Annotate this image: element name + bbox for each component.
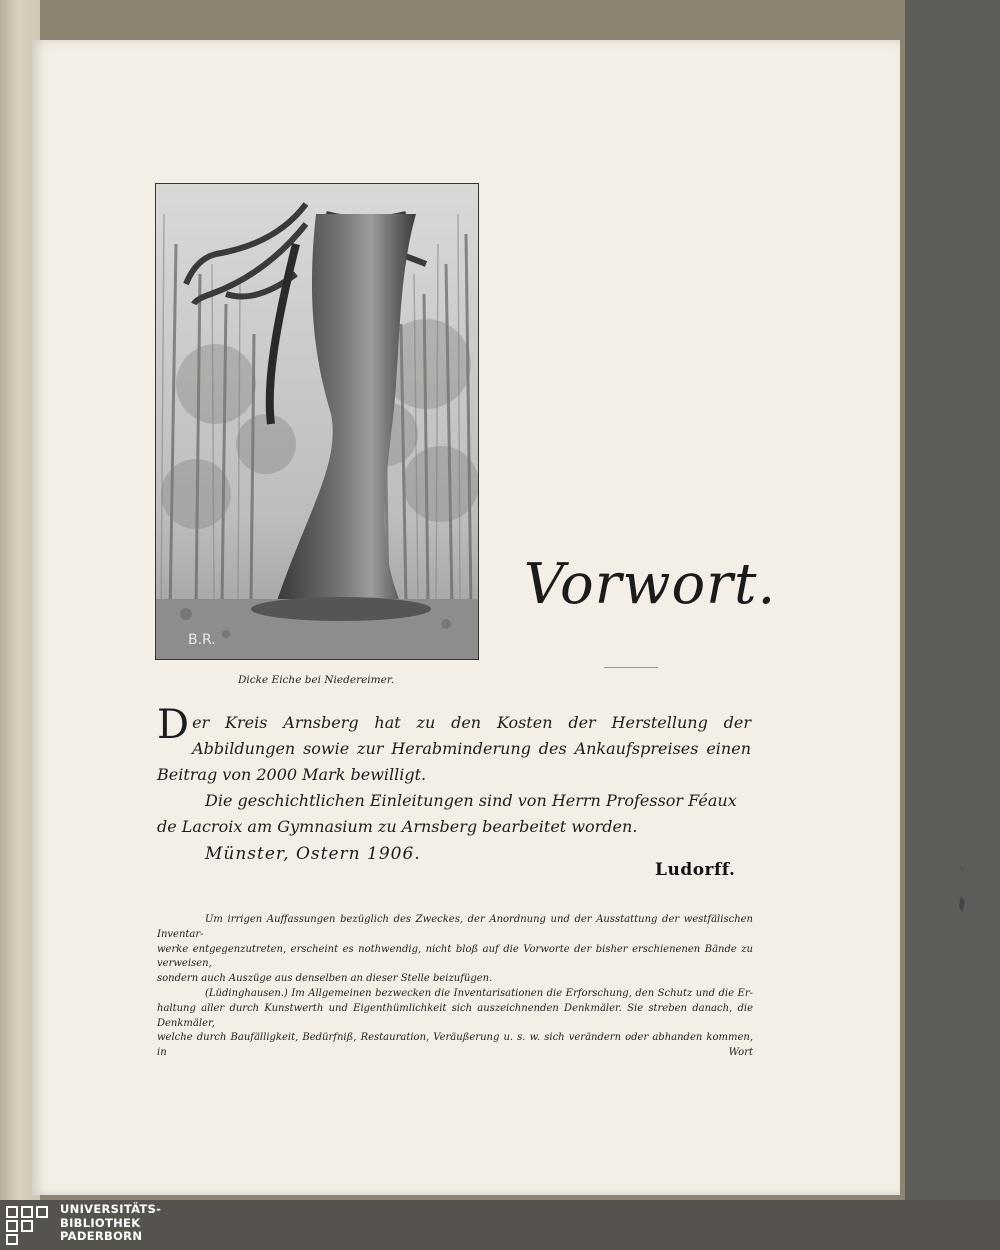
logo-line: BIBLIOTHEK bbox=[60, 1215, 141, 1230]
paragraph-1-text: er Kreis Arnsberg hat zu den Kosten der Herstellung der Abbildungen sowie zur Herabminderung des Ankaufspreises einen Beitrag von 2000 Mark bewilligt. bbox=[157, 713, 751, 784]
oak-tree-photo bbox=[155, 183, 479, 660]
paragraph-2: Die geschichtlichen Einleitungen sind von Herrn Professor Féaux de Lacroix am Gymnasium zu Arnsberg bearbeitet worden. bbox=[157, 791, 737, 836]
logo-line: UNIVERSITÄTS- bbox=[60, 1202, 162, 1216]
footnote bbox=[157, 913, 753, 1061]
footnote-line: sondern auch Auszüge aus denselben an dieser Stelle beizufügen. bbox=[157, 973, 493, 985]
page-heading: Vorwort. bbox=[523, 552, 777, 617]
footnote-line: (Lüdinghausen.) Im Allgemeinen bezwecken die Inventarisationen die Erforschung, den Schutz und die Er- bbox=[205, 987, 753, 999]
dateline: Münster, Ostern 1906. bbox=[205, 844, 421, 864]
margin-marks bbox=[952, 862, 972, 922]
paragraph-1 bbox=[157, 702, 751, 788]
footnote-line: werke entgegenzutreten, erscheint es nothwendig, nicht bloß auf die Vorworte der bisher erschienenen Bände zu verweisen, bbox=[157, 943, 753, 970]
footnote-line: welche durch Baufälligkeit, Bedürfniß, Restauration, Veräußerung u. s. w. sich verändern oder abhanden kommen, in Wort bbox=[157, 1032, 753, 1059]
photo-initials: B.R. bbox=[188, 632, 216, 648]
signature: Ludorff. bbox=[655, 860, 736, 880]
body-text bbox=[157, 702, 751, 840]
library-logo-text bbox=[60, 1203, 161, 1244]
logo-line: PADERBORN bbox=[60, 1229, 143, 1243]
library-logo-icon bbox=[4, 1204, 50, 1246]
footnote-line: haltung aller durch Kunstwerth und Eigenthümlichkeit sich auszeichnenden Denkmäler. Sie streben danach, die Denkmäler, bbox=[157, 1002, 753, 1029]
footnote-line: Um irrigen Auffassungen bezüglich des Zweckes, der Anordnung und der Ausstattung der westfälischen Inventar- bbox=[157, 914, 753, 940]
heading-divider bbox=[604, 667, 658, 668]
drop-cap: D bbox=[157, 702, 190, 748]
photo-caption: Dicke Eiche bei Niedereimer. bbox=[237, 674, 395, 686]
